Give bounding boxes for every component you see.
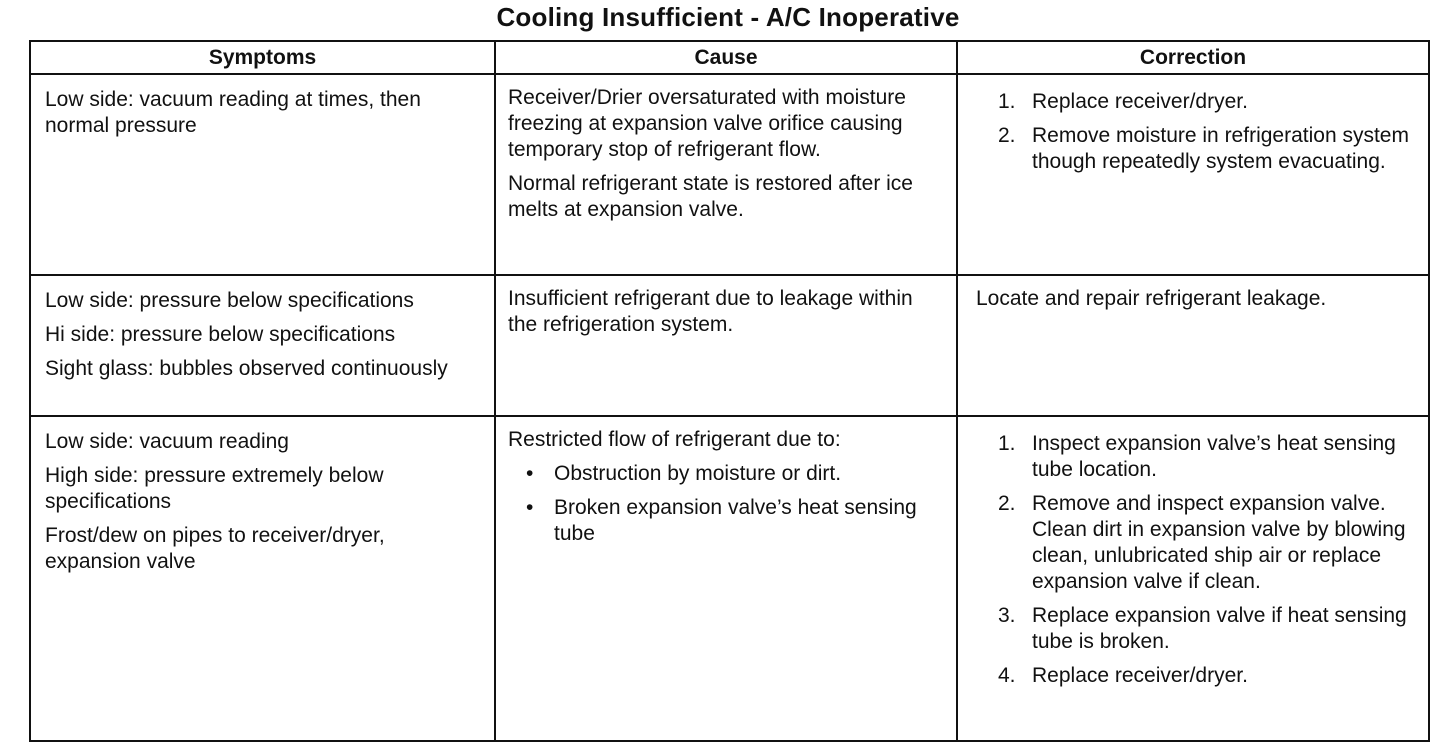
- step-number: 2.: [998, 124, 1016, 147]
- step-text: Remove and inspect expansion valve. Clean dirt in expansion valve by blowing clean, unlubricated ship air or replace expansion valve if clean.: [1032, 492, 1406, 593]
- diagnosis-table: [29, 40, 1430, 742]
- step-text: Remove moisture in refrigeration system though repeatedly system evacuating.: [1032, 124, 1409, 173]
- symptoms-cell: [30, 275, 495, 416]
- step-text: Replace receiver/dryer.: [1032, 664, 1248, 687]
- table-row: [30, 74, 1429, 275]
- step-number: 4.: [998, 664, 1016, 687]
- bullet-icon: •: [526, 496, 534, 519]
- correction-step: [998, 431, 1418, 483]
- correction-cell: [957, 416, 1429, 741]
- cause-cell: [495, 275, 957, 416]
- step-number: 2.: [998, 492, 1016, 515]
- step-number: 1.: [998, 90, 1016, 113]
- cause-text: Normal refrigerant state is restored after ice melts at expansion valve.: [508, 172, 913, 221]
- correction-step: [998, 603, 1418, 655]
- step-number: 3.: [998, 604, 1016, 627]
- header-correction: Correction: [957, 41, 1429, 74]
- correction-text: Locate and repair refrigerant leakage.: [976, 287, 1327, 310]
- bullet-icon: •: [526, 462, 534, 485]
- table-row: [30, 275, 1429, 416]
- step-text: Replace expansion valve if heat sensing tube is broken.: [1032, 604, 1407, 653]
- symptom-text: Frost/dew on pipes to receiver/dryer, expansion valve: [45, 524, 385, 573]
- step-text: Replace receiver/dryer.: [1032, 90, 1248, 113]
- symptom-text: Sight glass: bubbles observed continuously: [45, 357, 448, 380]
- cause-cell: [495, 74, 957, 275]
- symptoms-cell: [30, 416, 495, 741]
- page-title: Cooling Insufficient - A/C Inoperative: [496, 2, 960, 32]
- table-row: [30, 416, 1429, 741]
- symptom-text: Low side: pressure below specifications: [45, 289, 414, 312]
- symptom-text: Hi side: pressure below specifications: [45, 323, 396, 346]
- step-number: 1.: [998, 432, 1016, 455]
- header-cause: Cause: [495, 41, 957, 74]
- symptom-text: Low side: vacuum reading at times, then normal pressure: [45, 88, 421, 137]
- step-text: Inspect expansion valve’s heat sensing tube location.: [1032, 432, 1396, 481]
- correction-step: [998, 663, 1418, 689]
- cause-text: Insufficient refrigerant due to leakage within the refrigeration system.: [508, 287, 913, 336]
- cause-intro: Restricted flow of refrigerant due to:: [508, 428, 841, 451]
- cause-cell: [495, 416, 957, 741]
- symptoms-cell: [30, 74, 495, 275]
- correction-step: [998, 491, 1418, 595]
- cause-bullet: [508, 461, 946, 487]
- symptom-text: High side: pressure extremely below specifications: [45, 464, 384, 513]
- header-symptoms: Symptoms: [30, 41, 495, 74]
- bullet-text: Obstruction by moisture or dirt.: [554, 462, 842, 485]
- cause-text: Receiver/Drier oversaturated with moisture freezing at expansion valve orifice causing temporary stop of refrigerant flow.: [508, 86, 906, 161]
- correction-cell: [957, 74, 1429, 275]
- table-header-row: [30, 41, 1429, 74]
- correction-cell: [957, 275, 1429, 416]
- bullet-text: Broken expansion valve’s heat sensing tube: [554, 496, 917, 545]
- symptom-text: Low side: vacuum reading: [45, 430, 289, 453]
- correction-step: [998, 89, 1418, 115]
- cause-bullet: [508, 495, 946, 547]
- correction-step: [998, 123, 1418, 175]
